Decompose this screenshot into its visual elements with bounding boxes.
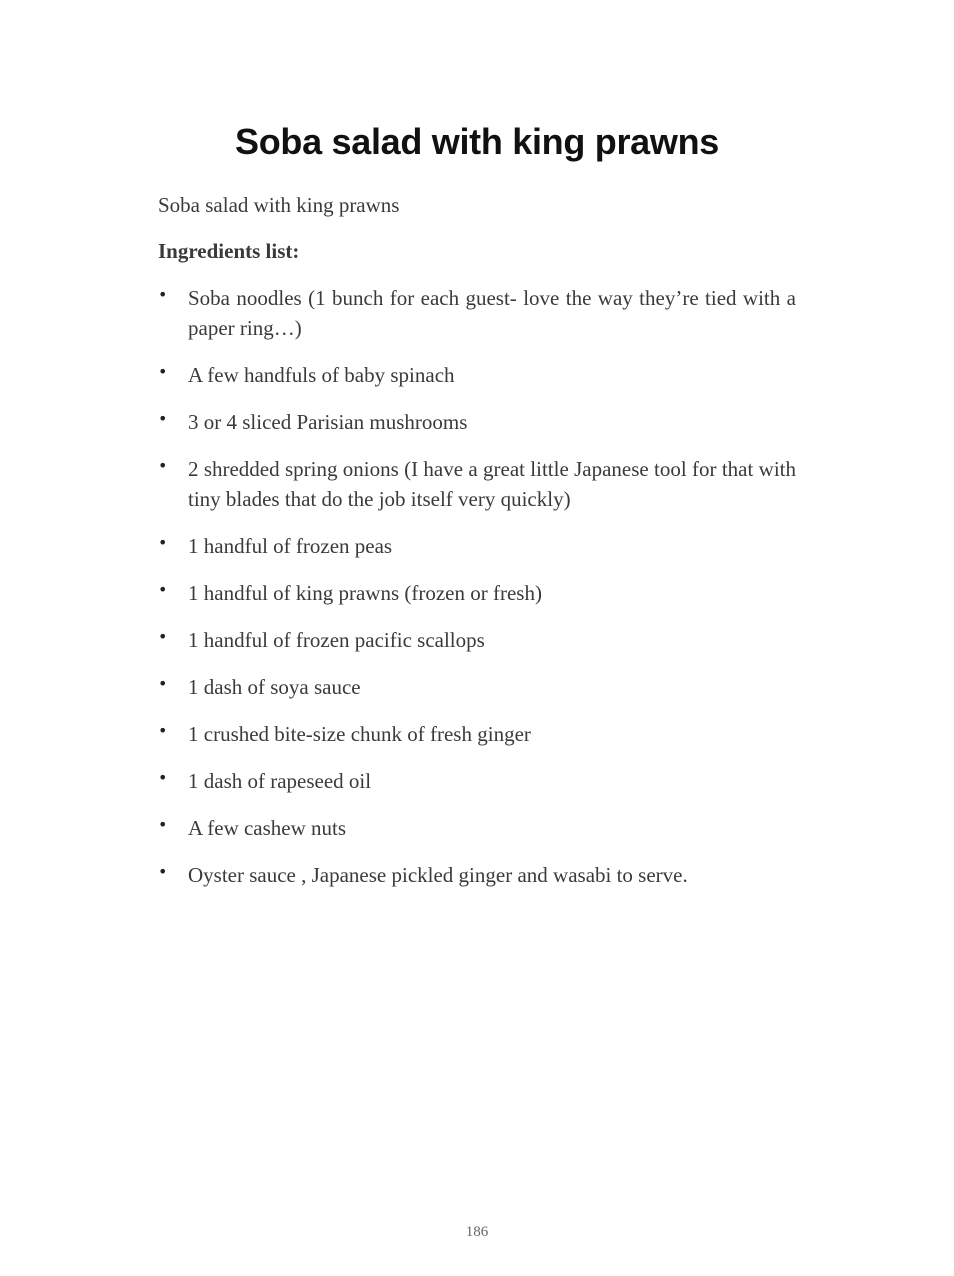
ingredient-text: 3 or 4 sliced Parisian mushrooms xyxy=(188,410,468,434)
ingredient-text: Soba noodles (1 bunch for each guest- love the way they’re tied with a paper ring…) xyxy=(188,286,796,340)
page-number: 186 xyxy=(465,1224,489,1240)
list-item xyxy=(158,407,796,437)
list-item xyxy=(158,719,796,749)
list-item xyxy=(158,578,796,608)
list-item xyxy=(158,860,796,890)
bullet-icon: • xyxy=(158,674,168,693)
list-item xyxy=(158,813,796,843)
ingredient-text: A few cashew nuts xyxy=(188,816,347,840)
ingredient-text: 2 shredded spring onions (I have a great little Japanese tool for that with tiny blades that do the job itself very quickly) xyxy=(188,457,796,511)
bullet-icon: • xyxy=(158,862,168,881)
bullet-icon: • xyxy=(158,456,168,475)
recipe-subtitle: Soba salad with king prawns xyxy=(158,193,400,217)
ingredient-text: 1 handful of frozen pacific scallops xyxy=(188,628,485,652)
ingredient-text: 1 dash of soya sauce xyxy=(188,675,361,699)
bullet-icon: • xyxy=(158,285,168,304)
list-item xyxy=(158,360,796,390)
bullet-icon: • xyxy=(158,580,168,599)
bullet-icon: • xyxy=(158,768,168,787)
ingredient-text: 1 handful of frozen peas xyxy=(188,534,393,558)
list-item xyxy=(158,454,796,514)
list-item xyxy=(158,625,796,655)
ingredient-text: Oyster sauce , Japanese pickled ginger and wasabi to serve. xyxy=(188,863,688,887)
list-item xyxy=(158,531,796,561)
bullet-icon: • xyxy=(158,362,168,381)
list-item xyxy=(158,766,796,796)
bullet-icon: • xyxy=(158,533,168,552)
ingredient-text: 1 dash of rapeseed oil xyxy=(188,769,372,793)
page-title: Soba salad with king prawns xyxy=(235,121,719,162)
ingredient-list xyxy=(158,283,796,907)
list-item xyxy=(158,672,796,702)
ingredient-text: A few handfuls of baby spinach xyxy=(188,363,455,387)
ingredients-heading: Ingredients list: xyxy=(158,239,300,263)
bullet-icon: • xyxy=(158,627,168,646)
bullet-icon: • xyxy=(158,409,168,428)
ingredient-text: 1 handful of king prawns (frozen or fresh) xyxy=(188,581,542,605)
ingredient-text: 1 crushed bite-size chunk of fresh ginger xyxy=(188,722,531,746)
bullet-icon: • xyxy=(158,815,168,834)
list-item xyxy=(158,283,796,343)
bullet-icon: • xyxy=(158,721,168,740)
